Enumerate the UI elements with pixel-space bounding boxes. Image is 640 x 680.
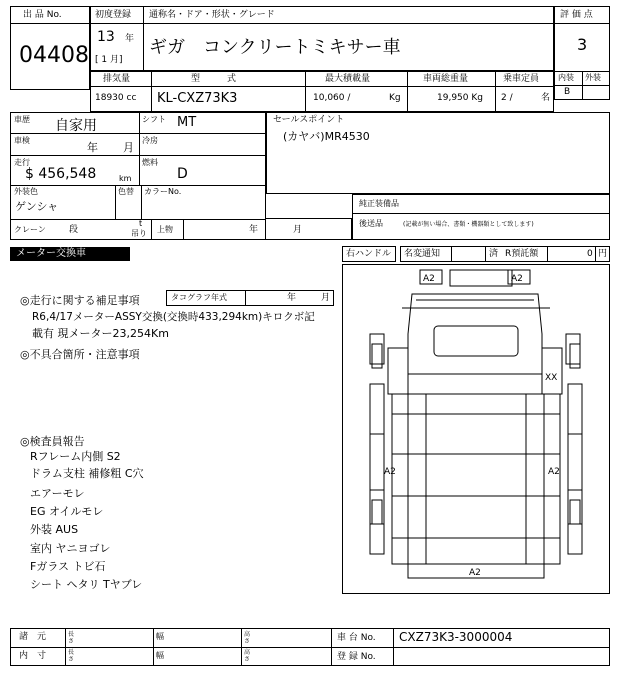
displacement-value: 18930 cc bbox=[95, 93, 137, 103]
diagram-side-panel-right bbox=[568, 384, 582, 554]
length-label: 長さ bbox=[68, 631, 75, 645]
lift-label: 上物 bbox=[157, 225, 173, 234]
sales-point-box bbox=[266, 112, 610, 194]
r-deposit-value: 0 bbox=[587, 249, 593, 259]
displacement-label: 排気量 bbox=[103, 74, 131, 84]
first-reg-label: 初度登録 bbox=[95, 10, 132, 20]
defects-heading: ◎不具合箇所・注意事項 bbox=[20, 348, 140, 361]
recycle-label: 済 bbox=[489, 249, 499, 259]
model-label: 型 式 bbox=[191, 74, 237, 84]
gross-weight-value: 19,950 Kg bbox=[437, 93, 483, 103]
score-label: 評 価 点 bbox=[560, 10, 593, 20]
height-label: 高さ bbox=[244, 649, 251, 663]
diagram-mirror-right bbox=[566, 334, 580, 364]
meter-replaced-badge: メーター交換車 bbox=[10, 247, 130, 261]
first-reg-month: [ 1 月] bbox=[95, 55, 123, 65]
mileage-value: $ 456,548 bbox=[25, 166, 97, 182]
mileage-note-line2: 載有 現メーター23,254Km bbox=[32, 327, 169, 340]
aftermarket-label: 後送品 bbox=[359, 219, 383, 228]
gross-weight-label: 車両総重量 bbox=[423, 74, 469, 84]
score-box bbox=[554, 6, 610, 100]
max-load-value: 10,060 / bbox=[313, 93, 351, 103]
diagram-mark-top-left: A2 bbox=[423, 274, 435, 284]
lot-box bbox=[10, 6, 90, 90]
r-deposit-label: R預託額 bbox=[505, 249, 539, 259]
diagram-side-panel-left bbox=[370, 384, 384, 554]
diagram-mark-right-side: A2 bbox=[548, 467, 560, 477]
ext-color-label: 外装色 bbox=[14, 187, 38, 196]
report-line: シート ヘタリ Tヤブレ bbox=[30, 578, 143, 591]
tacho-box bbox=[166, 290, 334, 306]
lot-number: 04408 bbox=[19, 43, 89, 68]
max-load-label: 最大積載量 bbox=[325, 74, 371, 84]
report-line: Rフレーム内側 S2 bbox=[30, 450, 121, 463]
inspection-year: 年 bbox=[87, 141, 98, 154]
tacho-label: タコグラフ年式 bbox=[171, 293, 227, 302]
report-line: ドラム支柱 補修粗 C穴 bbox=[30, 467, 144, 480]
mileage-label: 走行 bbox=[14, 158, 30, 167]
right-hand-badge: 右ハンドル bbox=[342, 246, 396, 262]
fuel-label: 燃料 bbox=[142, 158, 158, 167]
color-change-label: 色替 bbox=[118, 187, 134, 196]
chassis-number: CXZ73K3-3000004 bbox=[399, 630, 513, 644]
report-line: Fガラス トビ石 bbox=[30, 560, 106, 573]
inspection-month: 月 bbox=[123, 141, 134, 154]
report-line: EG オイルモレ bbox=[30, 505, 104, 518]
diagram-windshield bbox=[434, 326, 518, 356]
diagram-frame bbox=[343, 265, 610, 594]
tacho-year: 年 bbox=[287, 293, 297, 303]
capacity-value: 2 / bbox=[501, 93, 513, 103]
diagram-mark-left-side: A2 bbox=[384, 467, 396, 477]
shift-label: シフト bbox=[142, 115, 166, 124]
history-value: 自家用 bbox=[55, 118, 97, 134]
equipment-box bbox=[352, 194, 610, 240]
mileage-notes-heading: ◎走行に関する補足事項 bbox=[20, 294, 140, 307]
truck-diagram bbox=[342, 264, 610, 594]
tacho-month: 月 bbox=[321, 293, 331, 303]
fuel-value: D bbox=[177, 166, 188, 182]
width-label: 幅 bbox=[156, 632, 164, 641]
header-box bbox=[90, 6, 554, 71]
crane-label: クレーン bbox=[14, 225, 46, 234]
history-label: 車歴 bbox=[14, 115, 30, 124]
color-code-label: カラーNo. bbox=[144, 187, 182, 196]
inspection-label: 車検 bbox=[14, 136, 30, 145]
inspector-heading: ◎検査員報告 bbox=[20, 435, 85, 448]
ext-color-value: ゲンシャ bbox=[15, 200, 59, 213]
lift-year: 年 bbox=[249, 225, 259, 235]
r-deposit-unit: 円 bbox=[598, 249, 608, 259]
genuine-equip-label: 純正装備品 bbox=[359, 199, 399, 208]
first-reg-year: 13 bbox=[97, 29, 115, 45]
inner-label: 内 寸 bbox=[19, 651, 47, 661]
vehicle-name: ギガ コンクリートミキサー車 bbox=[149, 37, 401, 58]
shift-value: MT bbox=[177, 115, 197, 130]
capacity-label: 乗車定員 bbox=[503, 74, 540, 84]
diagram-door-right bbox=[542, 348, 562, 394]
aftermarket-note: (記載が無い場合、書類・機器類として致します) bbox=[403, 221, 534, 228]
details-left bbox=[10, 112, 303, 240]
year-unit: 年 bbox=[125, 34, 135, 44]
capacity-unit: 名 bbox=[541, 93, 551, 103]
report-line: エアーモレ bbox=[30, 487, 85, 500]
exterior-label: 外装 bbox=[585, 73, 601, 82]
sales-point-value: (カヤバ)MR4530 bbox=[283, 130, 370, 143]
interior-label: 内装 bbox=[558, 73, 574, 82]
spec-row bbox=[90, 71, 554, 112]
model-value: KL-CXZ73K3 bbox=[157, 91, 238, 106]
report-line: 外装 AUS bbox=[30, 523, 79, 536]
height-label: 高さ bbox=[244, 631, 251, 645]
ac-label: 冷房 bbox=[142, 136, 158, 145]
mileage-note-line1: R6,4/17メーターASSY交換(交換時433,294km)キロクボ記 bbox=[32, 311, 315, 323]
width-label: 幅 bbox=[156, 651, 164, 660]
crane-ton-top: t bbox=[139, 219, 143, 228]
score-value: 3 bbox=[577, 35, 588, 54]
name-change-box bbox=[400, 246, 610, 262]
length-label: 長さ bbox=[68, 649, 75, 663]
diagram-mark-right-mid: XX bbox=[545, 373, 558, 383]
diagram-front-bumper bbox=[450, 270, 512, 286]
chassis-label: 車 台 No. bbox=[337, 633, 376, 643]
lift-month: 月 bbox=[293, 225, 303, 235]
reg-label: 登 録 No. bbox=[337, 652, 376, 662]
mileage-unit: km bbox=[119, 174, 132, 183]
diagram-door-left bbox=[388, 348, 408, 394]
max-load-unit: Kg bbox=[389, 93, 401, 103]
report-line: 室内 ヤニヨゴレ bbox=[30, 542, 111, 555]
crane-ton: 吊り bbox=[131, 229, 147, 238]
sales-point-label: セールスポイント bbox=[273, 115, 345, 125]
crane-stage: 段 bbox=[69, 225, 79, 235]
lot-label: 出 品 No. bbox=[23, 10, 62, 20]
diagram-cab-outline bbox=[408, 294, 542, 374]
details-lift-extension bbox=[266, 218, 352, 240]
footer-box bbox=[10, 628, 610, 666]
name-change-label: 名変通知 bbox=[404, 249, 441, 259]
diagram-wheel bbox=[570, 500, 580, 524]
vehicle-name-label: 通称名・ドア・形状・グレード bbox=[149, 10, 275, 20]
diagram-wheel bbox=[372, 500, 382, 524]
diagram-mark-bottom: A2 bbox=[469, 568, 481, 578]
spec-label: 諸 元 bbox=[19, 632, 47, 642]
diagram-mark-top-right: A2 bbox=[511, 274, 523, 284]
interior-grade: B bbox=[564, 87, 571, 97]
